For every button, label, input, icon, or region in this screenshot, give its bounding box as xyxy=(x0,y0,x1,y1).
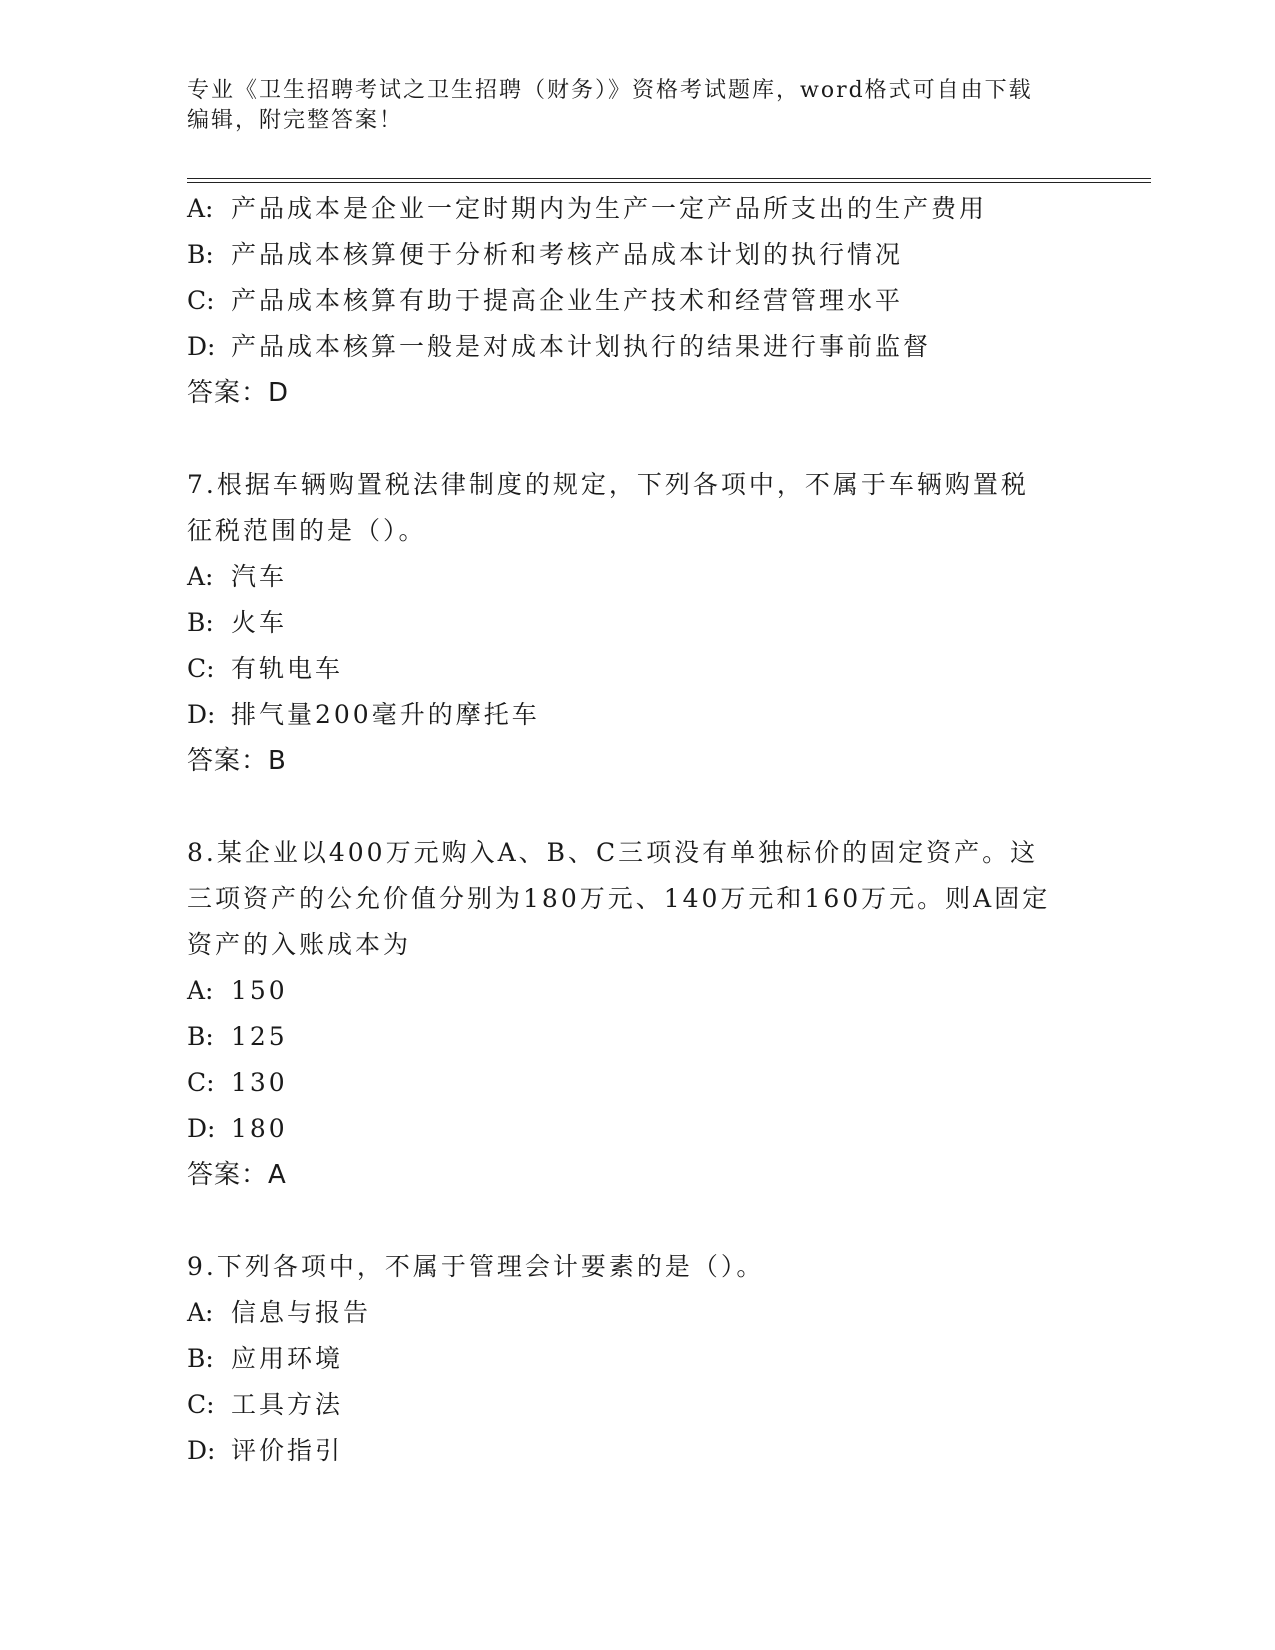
option-label: D: xyxy=(187,700,216,729)
option-text: 应用环境 xyxy=(231,1344,344,1373)
option-d xyxy=(187,1428,1087,1474)
option-text: 产品成本核算一般是对成本计划执行的结果进行事前监督 xyxy=(231,332,932,361)
option-label: B: xyxy=(187,240,214,269)
answer-line: 答案：B xyxy=(187,746,287,776)
option-label: A: xyxy=(187,1298,214,1327)
option-text: 产品成本核算有助于提高企业生产技术和经营管理水平 xyxy=(231,286,904,315)
option-text: 排气量200毫升的摩托车 xyxy=(231,700,540,729)
option-label: B: xyxy=(187,1344,214,1373)
question-stem: 7.根据车辆购置税法律制度的规定，下列各项中，不属于车辆购置税 xyxy=(187,470,1029,499)
option-label: A: xyxy=(187,194,214,223)
option-d xyxy=(187,1106,1087,1152)
option-label: A: xyxy=(187,976,214,1005)
option-label: D: xyxy=(187,1436,216,1465)
option-label: B: xyxy=(187,1022,214,1051)
option-text: 汽车 xyxy=(231,562,288,591)
header-rule-top xyxy=(187,178,1151,179)
option-a xyxy=(187,186,1087,232)
option-label: C: xyxy=(187,1068,215,1097)
question-list xyxy=(187,186,1087,1474)
option-d xyxy=(187,692,1087,738)
option-c xyxy=(187,278,1087,324)
option-label: C: xyxy=(187,1390,215,1419)
option-a xyxy=(187,554,1087,600)
option-label: B: xyxy=(187,608,214,637)
question-6 xyxy=(187,186,1087,416)
option-text: 有轨电车 xyxy=(231,654,344,683)
option-text: 产品成本是企业一定时期内为生产一定产品所支出的生产费用 xyxy=(231,194,988,223)
option-text: 产品成本核算便于分析和考核产品成本计划的执行情况 xyxy=(231,240,904,269)
option-text: 150 xyxy=(231,976,288,1005)
option-b xyxy=(187,232,1087,278)
question-stem: 8.某企业以400万元购入A、B、C三项没有单独标价的固定资产。这 xyxy=(187,838,1039,867)
option-c xyxy=(187,646,1087,692)
option-text: 评价指引 xyxy=(231,1436,344,1465)
option-label: D: xyxy=(187,1114,216,1143)
question-stem: 资产的入账成本为 xyxy=(187,930,412,959)
option-a xyxy=(187,968,1087,1014)
spacer xyxy=(187,784,1087,830)
option-c xyxy=(187,1060,1087,1106)
question-8 xyxy=(187,830,1087,1198)
spacer xyxy=(187,416,1087,462)
option-text: 130 xyxy=(231,1068,288,1097)
option-c xyxy=(187,1382,1087,1428)
document-header xyxy=(187,76,1087,136)
option-a xyxy=(187,1290,1087,1336)
option-b xyxy=(187,600,1087,646)
question-9 xyxy=(187,1244,1087,1474)
option-b xyxy=(187,1336,1087,1382)
header-line-2: 编辑，附完整答案！ xyxy=(187,108,404,133)
question-7 xyxy=(187,462,1087,784)
spacer xyxy=(187,1198,1087,1244)
header-line-1: 专业《卫生招聘考试之卫生招聘（财务）》资格考试题库，word格式可自由下载 xyxy=(187,78,1033,103)
option-label: D: xyxy=(187,332,216,361)
answer-line: 答案：A xyxy=(187,1160,287,1190)
question-stem: 三项资产的公允价值分别为180万元、140万元和160万元。则A固定 xyxy=(187,884,1051,913)
header-rule-bottom xyxy=(187,182,1151,183)
option-text: 信息与报告 xyxy=(231,1298,372,1327)
answer-line: 答案：D xyxy=(187,378,290,408)
option-label: C: xyxy=(187,286,215,315)
option-label: A: xyxy=(187,562,214,591)
option-label: C: xyxy=(187,654,215,683)
option-text: 火车 xyxy=(231,608,288,637)
option-text: 180 xyxy=(231,1114,288,1143)
option-text: 125 xyxy=(231,1022,288,1051)
question-stem: 9.下列各项中，不属于管理会计要素的是（）。 xyxy=(187,1252,765,1281)
question-stem: 征税范围的是（）。 xyxy=(187,516,427,545)
option-b xyxy=(187,1014,1087,1060)
option-d xyxy=(187,324,1087,370)
option-text: 工具方法 xyxy=(231,1390,344,1419)
